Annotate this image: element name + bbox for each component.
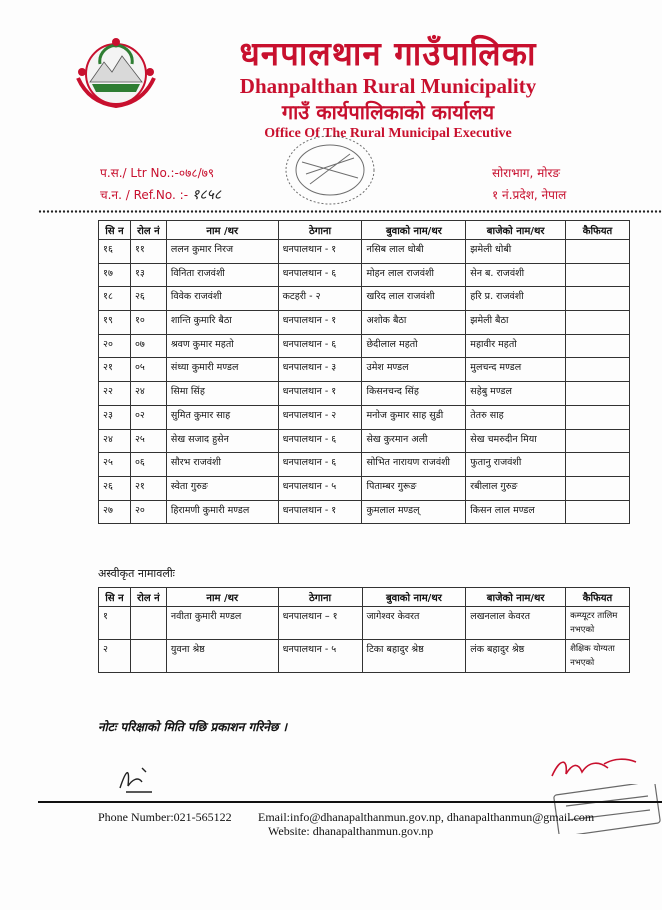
- office-title-nepali: गाउँ कार्यपालिकाको कार्यालय: [281, 100, 495, 124]
- table-cell: [566, 358, 630, 382]
- table-cell: २६: [130, 287, 166, 311]
- table-cell: धनपालथान - ५: [278, 476, 362, 500]
- table-cell: नवीता कुमारी मण्डल: [166, 607, 278, 640]
- table-cell: सुमित कुमार साह: [166, 405, 278, 429]
- table-cell: सोभित नारायण राजवंशी: [362, 453, 466, 477]
- table-cell: १९: [99, 311, 131, 335]
- rejected-candidates-table: [98, 587, 630, 673]
- table-cell: ०७: [130, 334, 166, 358]
- table-cell: तेतरु साह: [466, 405, 566, 429]
- reference-block: [100, 162, 221, 206]
- phone-number: Phone Number:021-565122: [98, 810, 232, 824]
- table-cell: किसनचन्द सिंह: [362, 382, 466, 406]
- table-cell: झमेली धोबी: [466, 240, 566, 264]
- table-cell: १: [99, 607, 131, 640]
- table-header-row: [99, 221, 630, 240]
- table-cell: धनपालथान - ३: [278, 358, 362, 382]
- table-cell: धनपालथान - १: [278, 311, 362, 335]
- table-cell: [566, 476, 630, 500]
- table-cell: महावीर महतो: [466, 334, 566, 358]
- table-row: [99, 453, 630, 477]
- footer-divider: [38, 801, 662, 803]
- table-cell: विवेक राजवंशी: [166, 287, 278, 311]
- table-cell: [130, 640, 166, 673]
- table-cell: धनपालथान - ५: [278, 640, 362, 673]
- table-row: [99, 429, 630, 453]
- table-cell: सहेबु मण्डल: [466, 382, 566, 406]
- municipality-title-nepali: धनपालथान गाउँपालिका: [239, 34, 537, 73]
- table-cell: विनिता राजवंशी: [166, 263, 278, 287]
- table-row: [99, 640, 630, 673]
- table-cell: श्रवण कुमार महतो: [166, 334, 278, 358]
- table-cell: धनपालथान - १: [278, 382, 362, 406]
- table-row: [99, 382, 630, 406]
- table-cell: हरि प्र. राजवंशी: [466, 287, 566, 311]
- email-address: Email:info@dhanapalthanmun.gov.np, dhanapalthanmun@gmail.com: [258, 810, 595, 824]
- table-cell: २५: [130, 429, 166, 453]
- table-cell: ०५: [130, 358, 166, 382]
- selected-candidates-table: [98, 220, 630, 524]
- table-cell: हिरामणी कुमारी मण्डल: [166, 500, 278, 524]
- table-cell: मोहन लाल राजवंशी: [362, 263, 466, 287]
- table-row: [99, 405, 630, 429]
- website-address: Website: dhanapalthanmun.gov.np: [268, 824, 434, 838]
- table-cell: [566, 311, 630, 335]
- table-cell: नसिब लाल धोबी: [362, 240, 466, 264]
- table-cell: लंक बहादुर श्रेष्ठ: [466, 640, 566, 673]
- table-cell: [566, 429, 630, 453]
- table-cell: लखनलाल केवरत: [466, 607, 566, 640]
- table-cell: धनपालथान - १: [278, 500, 362, 524]
- table-cell: [566, 500, 630, 524]
- table-cell: सेख चमरुदीन मिया: [466, 429, 566, 453]
- table-cell: शान्ति कुमारि बैठा: [166, 311, 278, 335]
- table-cell: [566, 287, 630, 311]
- column-header: बुवाको नाम/थर: [362, 588, 466, 607]
- column-header: नाम /थर: [166, 221, 278, 240]
- office-title-english: Office Of The Rural Municipal Executive: [264, 126, 512, 141]
- column-header: बुवाको नाम/थर: [362, 221, 466, 240]
- table-row: [99, 287, 630, 311]
- table-cell: १०: [130, 311, 166, 335]
- table-cell: उमेश मण्डल: [362, 358, 466, 382]
- table-cell: [566, 334, 630, 358]
- municipality-title-english: Dhanpalthan Rural Municipality: [239, 74, 537, 98]
- table-row: [99, 500, 630, 524]
- table-cell: २१: [130, 476, 166, 500]
- reference-number-row: [100, 184, 221, 206]
- column-header: रोल नं: [130, 221, 166, 240]
- nepal-emblem-icon: [70, 34, 162, 110]
- table-cell: जागेश्वर केवरत: [362, 607, 466, 640]
- column-header: कैफियत: [566, 221, 630, 240]
- signature-icon: [112, 762, 160, 796]
- table-row: [99, 240, 630, 264]
- column-header: बाजेको नाम/थर: [466, 221, 566, 240]
- address-block: [492, 162, 566, 206]
- table-cell: १६: [99, 240, 131, 264]
- column-header: बाजेको नाम/थर: [466, 588, 566, 607]
- table-cell: ०६: [130, 453, 166, 477]
- table-cell: कटहरी - २: [278, 287, 362, 311]
- table-cell: [566, 453, 630, 477]
- table-cell: [130, 607, 166, 640]
- reference-number-value: १८५८: [192, 187, 222, 203]
- table-cell: सौरभ राजवंशी: [166, 453, 278, 477]
- table-cell: मनोज कुमार साह सुडी: [362, 405, 466, 429]
- table-cell: युवना श्रेष्ठ: [166, 640, 278, 673]
- column-header: ठेगाना: [278, 588, 362, 607]
- table-cell: धनपालथान - ६: [278, 334, 362, 358]
- table-cell: २०: [99, 334, 131, 358]
- table-cell: १७: [99, 263, 131, 287]
- table-cell: संध्या कुमारी मण्डल: [166, 358, 278, 382]
- table-cell: २: [99, 640, 131, 673]
- table-cell: [566, 405, 630, 429]
- table-cell: धनपालथान - ६: [278, 429, 362, 453]
- header-divider: [38, 209, 662, 214]
- table-cell: सेन ब. राजवंशी: [466, 263, 566, 287]
- letter-number-label: प.स./ Ltr No.:-: [100, 166, 179, 180]
- table-cell: अशोक बैठा: [362, 311, 466, 335]
- table-header-row: [99, 588, 630, 607]
- table-cell: सेख कुरमान अली: [362, 429, 466, 453]
- table-cell: मुलचन्द मण्डल: [466, 358, 566, 382]
- table-cell: स्वेता गुरुङ: [166, 476, 278, 500]
- table-cell: धनपालथान - २: [278, 405, 362, 429]
- table-row: [99, 358, 630, 382]
- table-cell: २१: [99, 358, 131, 382]
- address-line-2: १ नं.प्रदेश, नेपाल: [492, 188, 567, 202]
- table-row: [99, 476, 630, 500]
- letter-number-value: ०७८/७९: [178, 166, 215, 180]
- table-cell: पिताम्बर गुरूङ: [362, 476, 466, 500]
- table-cell: ०२: [130, 405, 166, 429]
- table-cell: कुमलाल मण्डल्: [362, 500, 466, 524]
- table-cell: खरिद लाल राजवंशी: [362, 287, 466, 311]
- column-header: सि न: [99, 221, 131, 240]
- table-cell: [566, 382, 630, 406]
- table-cell: कम्प्यूटर तालिम नभएको: [566, 607, 630, 640]
- letter-number-row: [100, 162, 221, 184]
- table-cell: २२: [99, 382, 131, 406]
- table-cell: सिमा सिंह: [166, 382, 278, 406]
- table-cell: २५: [99, 453, 131, 477]
- rejected-list-heading: अस्वीकृत नामावलीः: [98, 567, 175, 580]
- table-cell: टिका बहादुर श्रेष्ठ: [362, 640, 466, 673]
- table-cell: २३: [99, 405, 131, 429]
- table-cell: धनपालथान – १: [278, 607, 362, 640]
- column-header: कैफियत: [566, 588, 630, 607]
- table-cell: शैक्षिक योग्यता नभएको: [566, 640, 630, 673]
- official-seal-icon: [552, 784, 662, 834]
- table-cell: २४: [130, 382, 166, 406]
- table-cell: ललन कुमार निरज: [166, 240, 278, 264]
- table-cell: [566, 240, 630, 264]
- office-stamp-icon: [280, 132, 380, 210]
- official-signature-icon: [548, 754, 640, 784]
- column-header: ठेगाना: [278, 221, 362, 240]
- table-cell: २४: [99, 429, 131, 453]
- table-cell: धनपालथान - ६: [278, 453, 362, 477]
- table-row: [99, 263, 630, 287]
- column-header: नाम /थर: [166, 588, 278, 607]
- table-cell: १३: [130, 263, 166, 287]
- reference-number-label: च.न. / Ref.No. :-: [100, 188, 189, 202]
- table-cell: सेख सजाद हुसेन: [166, 429, 278, 453]
- table-cell: धनपालथान - ६: [278, 263, 362, 287]
- table-cell: २६: [99, 476, 131, 500]
- table-cell: छेदीलाल महतो: [362, 334, 466, 358]
- table-row: [99, 334, 630, 358]
- table-cell: फुतानु राजवंशी: [466, 453, 566, 477]
- table-row: [99, 607, 630, 640]
- address-line-1: सोराभाग, मोरङ: [492, 166, 561, 180]
- table-cell: रबीलाल गुरुङ: [466, 476, 566, 500]
- table-cell: [566, 263, 630, 287]
- table-cell: १८: [99, 287, 131, 311]
- column-header: सि न: [99, 588, 131, 607]
- column-header: रोल नं: [130, 588, 166, 607]
- table-cell: ११: [130, 240, 166, 264]
- table-cell: २०: [130, 500, 166, 524]
- table-cell: झमेली बैठा: [466, 311, 566, 335]
- table-cell: २७: [99, 500, 131, 524]
- table-row: [99, 311, 630, 335]
- table-cell: किसन लाल मण्डल: [466, 500, 566, 524]
- table-cell: धनपालथान - १: [278, 240, 362, 264]
- exam-date-note: नोटः परिक्षाको मिति पछि प्रकाशन गरिनेछ ।: [98, 720, 288, 734]
